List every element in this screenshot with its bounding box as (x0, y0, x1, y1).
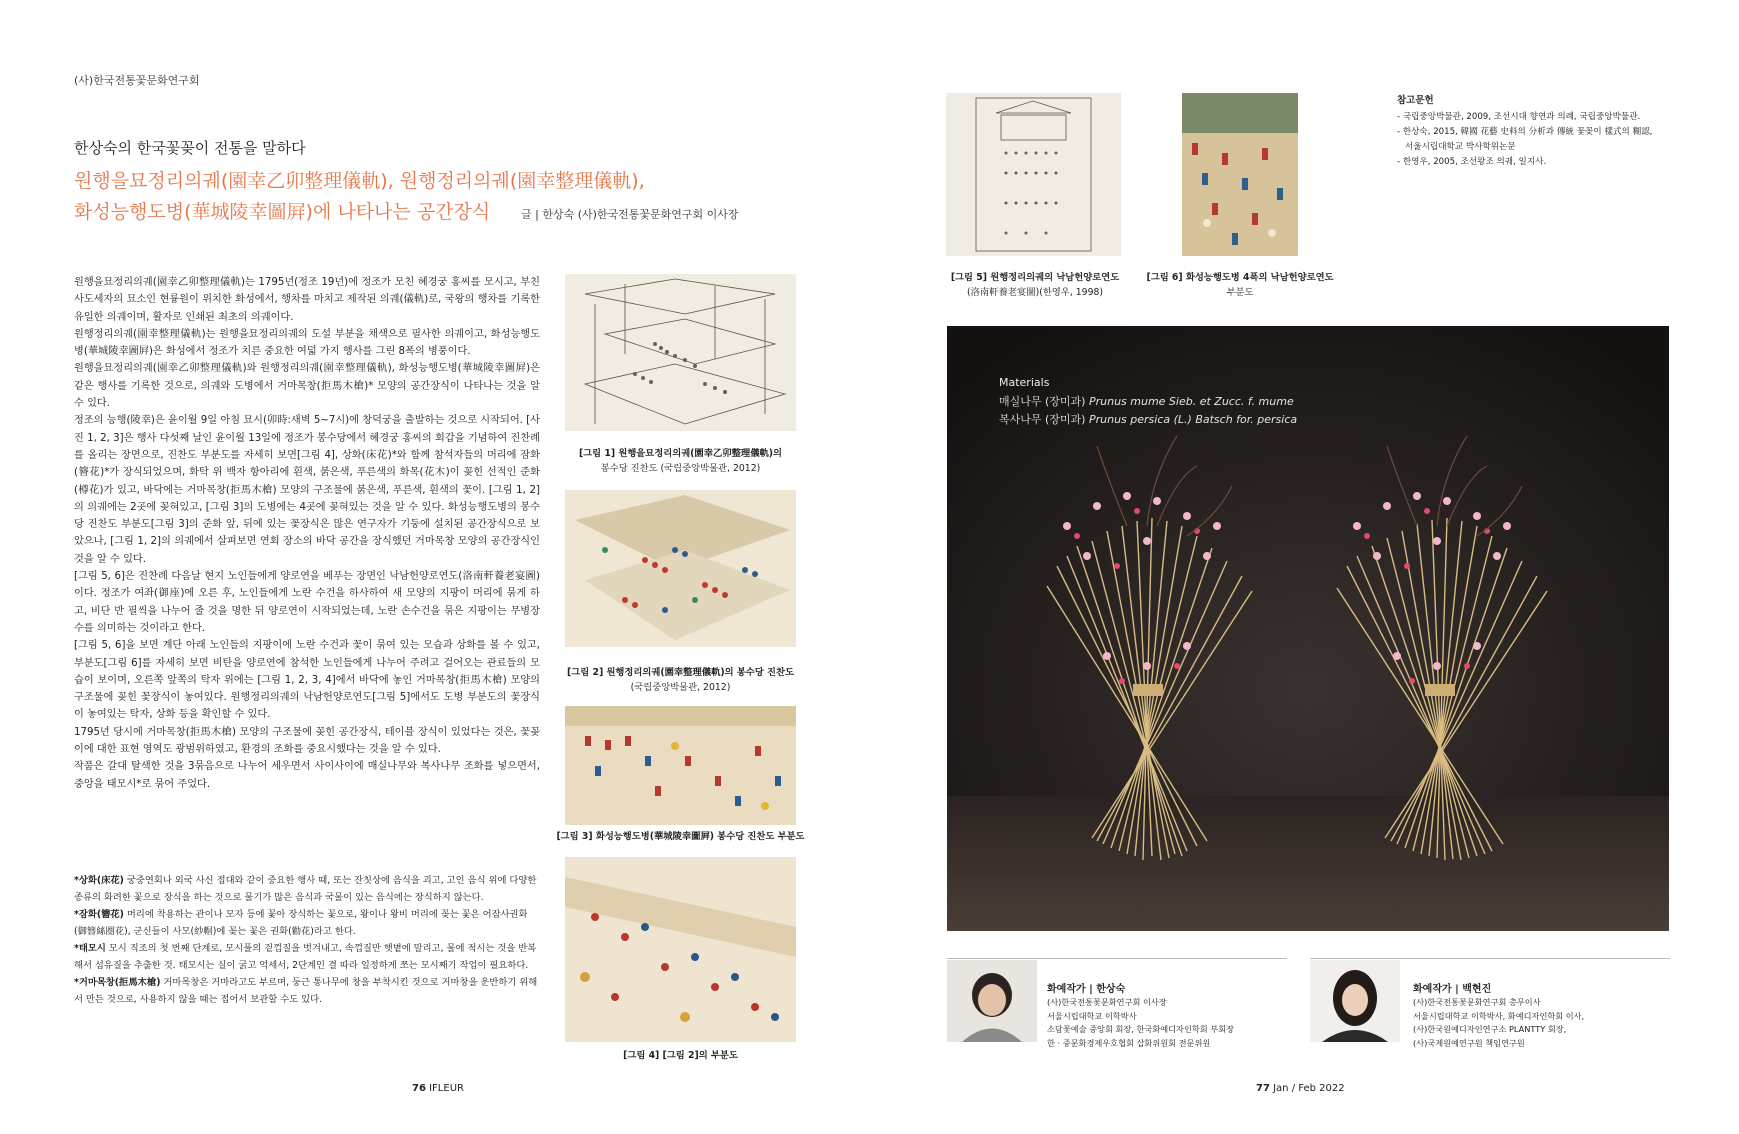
figure-2-caption-line1: [그림 2] 원행정리의궤(園幸整理儀軌)의 봉수당 진찬도 (567, 667, 794, 678)
body-paragraph: [그림 5, 6]을 보면 계단 아래 노인들의 지팡이에 노란 수건과 꽃이 묶여 있는 모습과 상화를 볼 수 있고, 부분도[그림 6]를 자세히 보면 비탄을 양로연에 참석한 노인들에게 나누어 주려고 걸어오는 관료들의 모습이 보이며, 오른쪽 앞쪽의 탁자 위에는 [그림 1, 2, 3, 4]에서 바닥에 놓인 거마목창(拒馬木槍) 모양의 구조물에 꽂힌 꽃장식이 놓여있다. 원행정리의궤의 낙남헌양로연도[그림 5]에서도 도병 부분도의 꽃장식이 놓여있는 탁자, 상화 등을 확인할 수 있다. (74, 640, 540, 721)
author-1-bio-line: 서울시립대학교 이학박사 (1047, 1010, 1137, 1021)
author-2-bio-line: (사)국제원예연구원 책임연구원 (1413, 1037, 1525, 1048)
footnote (74, 872, 540, 906)
right-page-number: 77 (1256, 1083, 1270, 1094)
materials-line (999, 393, 1297, 412)
left-page-footer (412, 1083, 464, 1094)
author-divider (947, 958, 1287, 959)
figure-1-image (565, 274, 796, 431)
materials-heading: Materials (999, 376, 1050, 389)
author-portrait-1 (947, 960, 1037, 1042)
figure-2-image (565, 490, 796, 647)
reference-item: - 국립중앙박물관, 2009, 조선시대 향연과 의례, 국립중앙박물관. (1397, 112, 1641, 122)
footnote-text: 머리에 착용하는 관이나 모자 등에 꽃아 장식하는 꽃으로, 왕이나 왕비 머리에 꽂는 꽃은 어잠사권화(御簪絲圈花), 군신들이 사모(紗帽)에 꽂는 꽃은 권화(勸花)라고 한다. (74, 909, 528, 937)
footnote-term: *거마목창(拒馬木槍) (74, 977, 161, 988)
author-2-bio-line: 서울시립대학교 이학박사, 화예디자인학회 이사, (1413, 1010, 1585, 1021)
footnote-text: 모시 직조의 첫 번째 단계로, 모시풀의 겉껍질을 벗겨내고, 속껍질만 햇볕에 말리고, 물에 적시는 것을 반복해서 섬유질을 추출한 것. 태모시는 실이 굵고 억세서, 2단계인 결 따라 일정하게 쪼는 모시째기 작업이 필요하다. (74, 943, 537, 971)
body-paragraph: 작품은 갈대 탈색한 것을 3묶음으로 나누어 세우면서 사이사이에 매실나무와 복사나무 조화를 넣으면서, 중앙을 태모시*로 묶어 주었다. (74, 761, 540, 790)
author-2-bio (1413, 996, 1673, 1050)
author-2-name: 화예작가 | 백현진 (1413, 984, 1492, 995)
author-1-bio (1047, 996, 1287, 1050)
body-paragraph: 정조의 능행(陵幸)은 윤이월 9일 아침 묘시(卯時:새벽 5~7시)에 창덕궁을 출발하는 것으로 시작되어. [사진 1, 2, 3]은 행사 다섯째 날인 윤이월 13일에 정조가 봉수당에서 혜경궁 홍씨의 회갑을 기념하여 진찬례를 올리는 장면으로, 진찬도 부분도를 자세히 보면[그림 4], 상화(床花)*와 함께 참석자들의 머리에 잠화(簪花)*가 장식되었으며, 화탁 위 백자 항아리에 흰색, 붉은색, 푸른색의 화목(花木)이 꽂힌 선적인 준화(樽花)가 있고, 바닥에는 거마목창(拒馬木槍) 모양의 구조물에 붉은색, 푸른색, 흰색의 꽃이. [그림 1, 2]의 의궤에는 2곳에 꽂혀있고, [그림 3]의 도병에는 4곳에 꽂혀있는 것을 알 수 있다. 화성능행도병의 봉수당 진찬도 부분도[그림 3]의 준화 앞, 뒤에 있는 꽃장식은 많은 연구자가 기둥에 설치된 공간장식으로 보았으나, [그림 1, 2]의 의궤에서 살펴보면 연회 장소의 바닥 공간을 장식했던 거마목창 모양의 공간장식인 것을 알 수 있다. (74, 415, 540, 565)
author-1-bio-line: 한 · 중문화경제우호협회 삽화위원회 전문위원 (1047, 1037, 1211, 1048)
figure-6-caption-line2: 부분도 (1226, 287, 1254, 298)
footnote-term: *태모시 (74, 943, 106, 954)
figure-5-caption (935, 270, 1135, 300)
figure-3-caption-line1: [그림 3] 화성능행도병(華城陵幸圖屛) 봉수당 진찬도 부분도 (556, 831, 805, 842)
right-page-footer (1256, 1083, 1345, 1094)
figure-6-image (1182, 93, 1298, 256)
materials-line (999, 411, 1297, 430)
figure-5-image (946, 93, 1121, 256)
body-paragraph: 원행정리의궤(園幸整理儀軌)는 원행을묘정리의궤의 도설 부분을 채색으로 필사한 의궤이고, 화성능행도병(華城陵幸圖屛)은 화성에서 정조가 치른 중요한 여덟 가지 행사를 그린 8폭의 병풍이다. (74, 328, 540, 358)
article-body (74, 274, 540, 793)
figure-4-caption-line1: [그림 4] [그림 2]의 부분도 (623, 1050, 738, 1061)
figure-4-caption (565, 1048, 796, 1063)
figure-1-caption-line1: [그림 1] 원행을묘정리의궤(園幸乙卯整理儀軌)의 (578, 448, 783, 459)
figure-3-image (565, 706, 796, 825)
footnote (74, 906, 540, 940)
byline: 글 | 한상숙 (사)한국전통꽃문화연구회 이사장 (521, 208, 739, 221)
article-title-line2: 화성능행도병(華城陵幸圖屛)에 나타나는 공간장식 (74, 201, 491, 223)
footnotes (74, 872, 540, 1008)
footnote-term: *상화(床花) (74, 875, 124, 886)
series-title: 한상숙의 한국꽃꽂이 전통을 말하다 (74, 139, 306, 157)
figure-4-image (565, 857, 796, 1042)
reference-item: - 한상숙, 2015, 韓國 花藝 史料의 分析과 傳統 꽃꽂이 樣式의 糊認, (1397, 127, 1653, 137)
body-paragraph: 원행을묘정리의궤(園幸乙卯整理儀軌)는 1795년(정조 19년)에 정조가 모친 혜경궁 홍씨를 모시고, 부친 사도세자의 묘소인 현륭원이 위치한 화성에서, 행차를 마치고 제작된 의궤(儀軌)로, 국왕의 행차를 기록한 유일한 의궤이며, 활자로 인쇄된 최초의 의궤이다. (74, 277, 540, 323)
figure-1-caption-line2: 봉수당 진찬도 (국립중앙박물관, 2012) (600, 463, 761, 474)
materials-latin: Prunus mume Sieb. et Zucc. f. mume (1088, 394, 1294, 408)
author-1-bio-line: 소담꽃예술 중앙회 회장, 한국화예디자인학회 부회장 (1047, 1024, 1235, 1034)
left-magazine-name: IFLEUR (429, 1083, 464, 1094)
footnote-text: 궁중연회나 외국 사신 접대와 같이 중요한 행사 때, 또는 잔칫상에 음식을 괴고, 고인 음식 위에 다양한 종류의 화려한 꽃으로 장식을 하는 것으로 물기가 많은 음식과 국물이 있는 음식에는 장식하지 않는다. (74, 875, 537, 903)
footnote (74, 940, 540, 974)
figure-2-caption-line2: (국립중앙박물관, 2012) (630, 682, 731, 693)
figure-2-caption (560, 665, 801, 695)
footnote-text: 거마목창은 거마라고도 부르며, 둥근 통나무에 창을 부착시킨 것으로 거마창을 운반하기 위해서 만든 것으로, 사용하지 않을 때는 접어서 보관할 수도 있다. (74, 977, 538, 1005)
materials-latin: Prunus persica (L.) Batsch for. persica (1088, 413, 1298, 426)
references-title: 참고문헌 (1397, 95, 1434, 106)
right-issue-date: Jan / Feb 2022 (1273, 1083, 1345, 1094)
author-divider (1310, 958, 1670, 959)
author-1-name: 화예작가 | 한상숙 (1047, 984, 1126, 995)
figure-1-caption (565, 446, 796, 476)
left-page-number: 76 (412, 1083, 426, 1094)
reference-item: - 한영우, 2005, 조선왕조 의궤, 일지사. (1397, 157, 1547, 167)
figure-3-caption (556, 829, 805, 844)
author-1-bio-line: (사)한국전통꽃문화연구회 이사장 (1047, 997, 1167, 1007)
author-portrait-2 (1310, 960, 1400, 1042)
body-paragraph: 원행을묘정리의궤(園幸乙卯整理儀軌)와 원행정리의궤(園幸整理儀軌), 화성능행도병(華城陵幸圖屛)은 같은 행사를 기록한 것으로, 의궤와 도병에서 거마목창(拒馬木槍)* 모양의 공간장식이 나타나는 것을 알 수 있다. (74, 363, 540, 410)
author-2-bio-line: (사)한국전통꽃문화연구회 총무이사 (1413, 997, 1541, 1007)
body-paragraph: 1795년 당시에 거마목창(拒馬木槍) 모양의 구조물에 꽂힌 공간장식, 테이블 장식이 있었다는 것은, 꽃꽂이에 대한 표현 영역도 광범위하였고, 환경의 조화를 중요시했다는 것을 알 수 있다. (74, 726, 540, 756)
materials-korean: 매실나무 (장미과) (999, 394, 1086, 408)
figure-6-caption (1140, 270, 1340, 300)
author-2-bio-line: (사)한국원예디자인연구소 PLANTTY 회장, (1413, 1024, 1567, 1034)
footnote (74, 974, 540, 1008)
body-paragraph: [그림 5, 6]은 진찬례 다음날 현지 노인들에게 양로연을 베푸는 장면인 낙남헌양로연도(洛南軒養老宴圖)이다. 정조가 여좌(御座)에 오른 후, 노인들에게 노란 수건을 하사하여 새 모양의 지팡이 머리에 묶게 하고, 비단 반 필씩을 나누어 줄 것을 명한 뒤 양로연이 시작되었는데, 노란 손수건을 묶은 지팡이는 무병장수를 의미하는 것이라고 한다. (74, 571, 540, 634)
figure-6-caption-line1: [그림 6] 화성능행도병 4폭의 낙남헌양로연도 (1146, 272, 1334, 283)
reference-item: 서울시립대학교 박사학위논문 (1405, 142, 1516, 152)
materials-block (999, 374, 1297, 430)
figure-5-caption-line2: (洛南軒養老宴圖)(한영우, 1998) (966, 287, 1104, 298)
footnote-term: *잠화(簪花) (74, 909, 124, 920)
organization-label: (사)한국전통꽃문화연구회 (74, 74, 200, 87)
references-list (1397, 110, 1687, 170)
figure-5-caption-line1: [그림 5] 원행정리의궤의 낙남헌양로연도 (950, 272, 1120, 283)
materials-korean: 복사나무 (장미과) (999, 413, 1086, 426)
article-title-line1: 원행을묘정리의궤(園幸乙卯整理儀軌), 원행정리의궤(園幸整理儀軌), (74, 170, 645, 192)
